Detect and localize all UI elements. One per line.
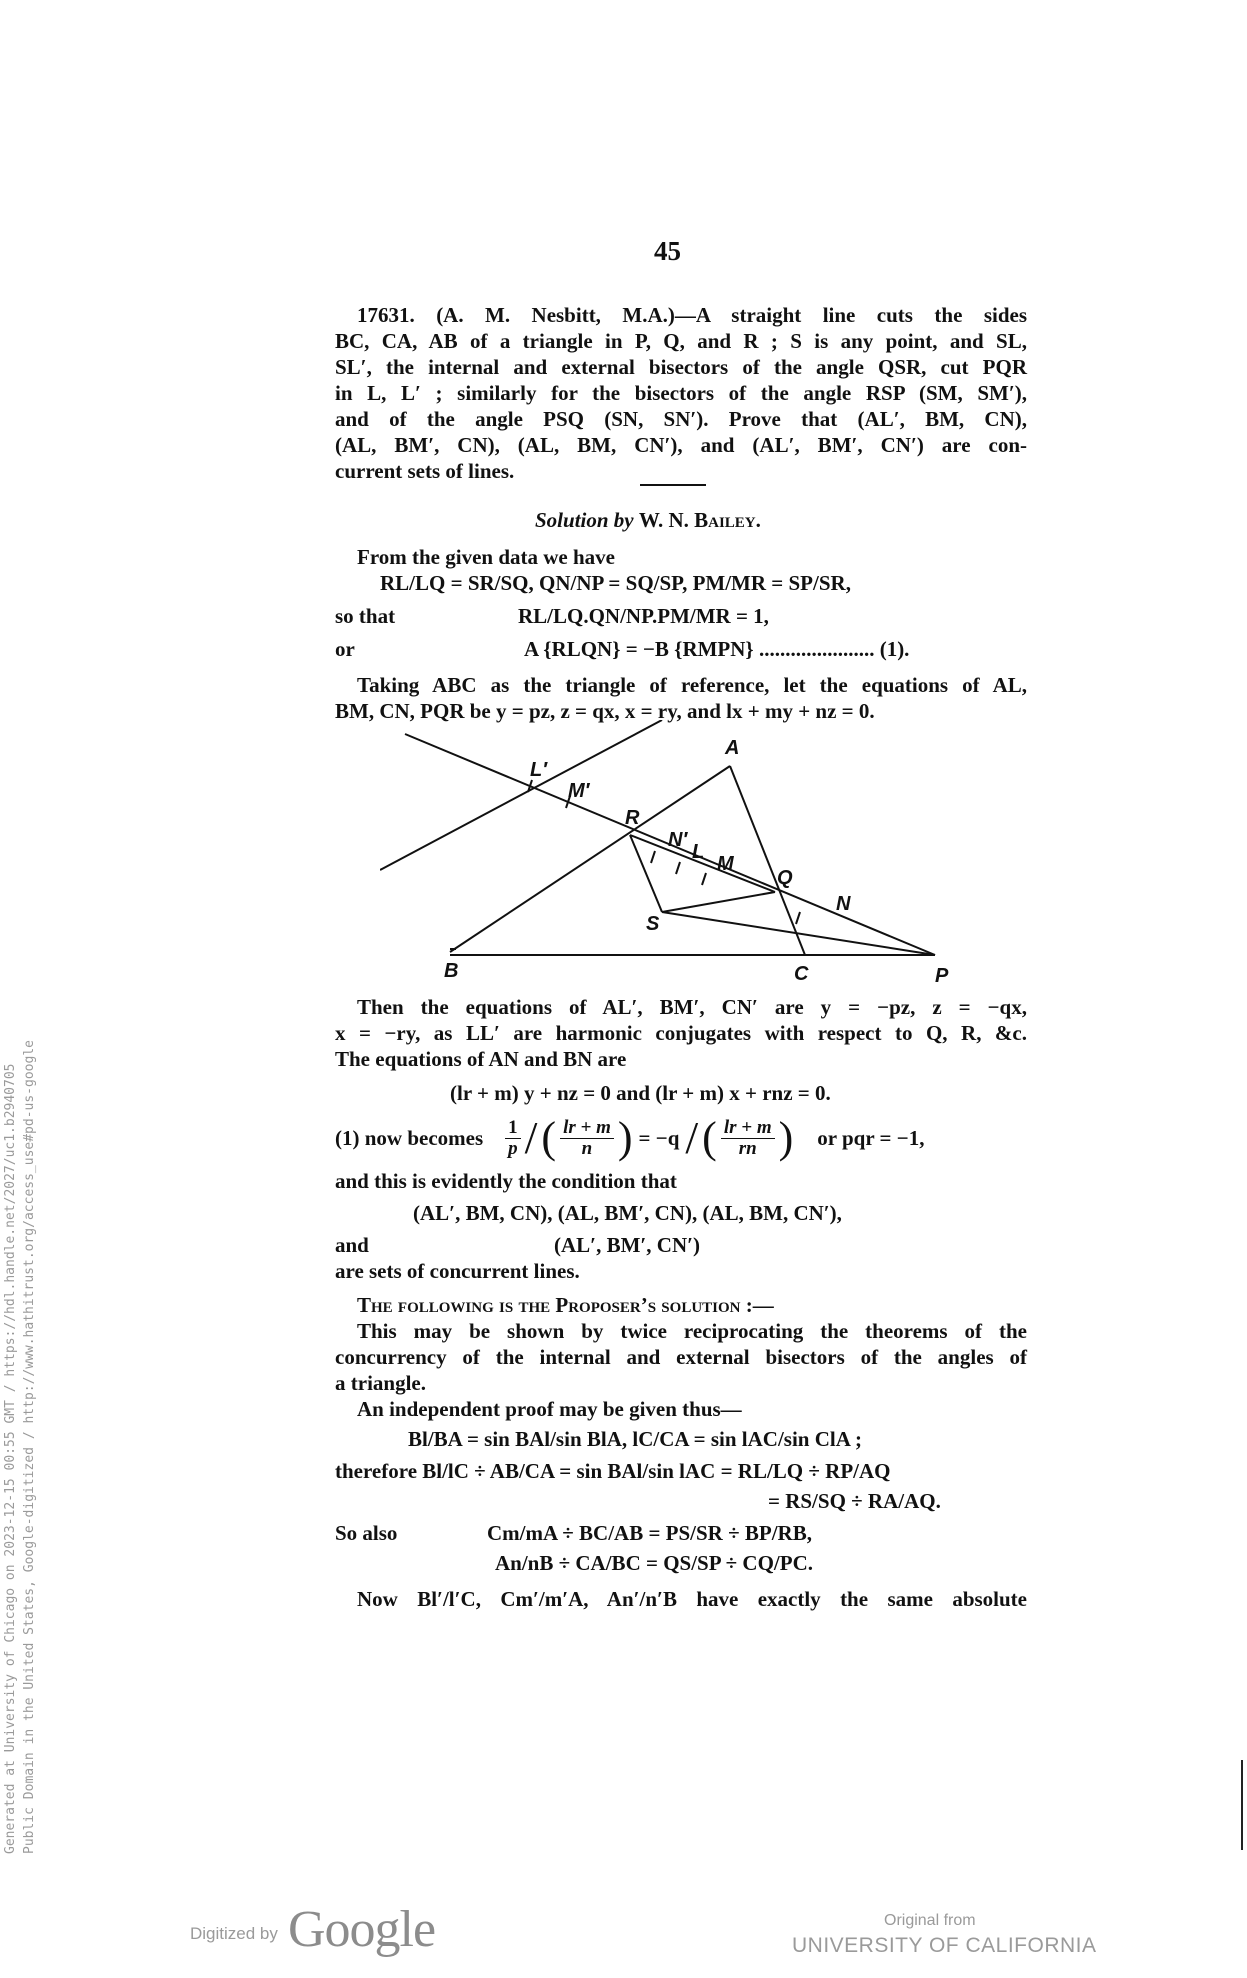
segment-sr [380, 720, 662, 870]
after-line-6: and this is evidently the condition that [335, 1169, 677, 1193]
label-s: S [646, 913, 660, 935]
fraction-1 [505, 1118, 521, 1159]
problem-text-1: (A. M. Nesbitt, M.A.)—A straight line cuts the sides [436, 303, 1028, 327]
body-line-4-right: A {RLQN} = −B {RMPN} ...................... (1). [524, 637, 910, 661]
proposer-line-1: The following is the Proposer’s solution :— [357, 1293, 774, 1317]
digitized-by-text: Digitized by [190, 1924, 278, 1943]
label-l: L [692, 841, 705, 863]
proposer-line-2: This may be shown by twice reciprocating the theorems of the [357, 1319, 1027, 1343]
solution-author: W. N. Bailey. [638, 508, 761, 532]
separator-rule [640, 484, 706, 486]
after-line-2: x = −ry, as LL′ are harmonic conjugates with respect to Q, R, &c. [335, 1021, 1027, 1045]
after-line-3: The equations of AN and BN are [335, 1047, 627, 1071]
university-text: UNIVERSITY OF CALIFORNIA [792, 1934, 1097, 1957]
problem-line-1 [357, 302, 1027, 328]
label-n: N [836, 893, 851, 915]
proposer-line-11: Now Bl′/l′C, Cm′/m′A, An′/n′B have exactly the same absolute [357, 1587, 1027, 1611]
tick-m [702, 873, 706, 885]
fraction-2-num: lr + m [560, 1118, 614, 1139]
problem-line-3: SL′, the internal and external bisectors of the angle QSR, cut PQR [335, 355, 1027, 379]
solution-heading [535, 507, 761, 533]
fraction-1-num: 1 [505, 1118, 521, 1139]
body-line-5: Taking ABC as the triangle of reference, let the equations of AL, [357, 673, 1027, 697]
after-line-5-left: (1) now becomes [335, 1126, 484, 1150]
triangle-figure [380, 720, 960, 990]
fraction-mid: = −q [638, 1126, 680, 1150]
proposer-line-9-right: Cm/mA ÷ BC/AB = PS/SR ÷ BP/RB, [487, 1521, 812, 1545]
label-q: Q [777, 867, 793, 889]
proposer-line-5: An independent proof may be given thus— [357, 1397, 742, 1421]
side-ab [450, 766, 730, 952]
label-m: M [717, 853, 734, 875]
tick-n [796, 912, 800, 924]
fraction-3-num: lr + m [721, 1118, 775, 1139]
problem-line-5: and of the angle PSQ (SN, SN′). Prove that (AL′, BM, CN), [335, 407, 1027, 431]
body-line-4-left: or [335, 637, 355, 661]
body-line-1: From the given data we have [357, 545, 615, 569]
fraction-2 [560, 1118, 614, 1159]
fraction-3 [721, 1118, 775, 1159]
proposer-line-10: An/nB ÷ CA/BC = QS/SP ÷ CQ/PC. [495, 1551, 813, 1575]
after-line-1: Then the equations of AL′, BM′, CN′ are y = −pz, z = −qx, [357, 995, 1027, 1019]
watermark-line-1: Generated at University of Chicago on 2023-12-15 00:55 GMT / https://hdl.handle.net/2027/uc1.b2940705 [3, 1063, 18, 1854]
problem-line-7: current sets of lines. [335, 459, 515, 483]
label-n-prime: N′ [668, 829, 688, 851]
proposer-line-4: a triangle. [335, 1371, 426, 1395]
page-number: 45 [654, 236, 681, 266]
label-b: B [444, 960, 459, 982]
problem-line-2: BC, CA, AB of a triangle in P, Q, and R ; S is any point, and SL, [335, 329, 1027, 353]
after-line-9: are sets of concurrent lines. [335, 1259, 580, 1283]
body-line-3-right: RL/LQ.QN/NP.PM/MR = 1, [518, 604, 769, 628]
fraction-1-den: p [508, 1137, 518, 1159]
body-line-3-left: so that [335, 604, 396, 628]
proposer-line-8: = RS/SQ ÷ RA/AQ. [768, 1489, 941, 1513]
fraction-3-den: rn [738, 1137, 757, 1159]
problem-line-4: in L, L′ ; similarly for the bisectors of the angle RSP (SM, SM′), [335, 381, 1027, 405]
hathitrust-watermark [1, 854, 39, 1854]
side-ac [730, 766, 805, 955]
after-line-7: (AL′, BM, CN), (AL, BM′, CN), (AL, BM, CN′), [413, 1201, 842, 1225]
body-line-6: BM, CN, PQR be y = pz, z = qx, x = ry, and lx + my + nz = 0. [335, 699, 875, 723]
segment-sq [662, 892, 775, 912]
google-logo: Google [288, 1901, 436, 1958]
proposer-line-7: therefore Bl/lC ÷ AB/CA = sin BAl/sin lAC = RL/LQ ÷ RP/AQ [335, 1459, 891, 1483]
after-line-4: (lr + m) y + nz = 0 and (lr + m) x + rnz = 0. [450, 1081, 831, 1105]
fraction-2-den: n [581, 1137, 593, 1159]
label-l-prime: L′ [530, 759, 548, 781]
proposer-line-9-left: So also [335, 1521, 398, 1545]
tick-l [676, 862, 680, 874]
after-line-8-left: and [335, 1233, 369, 1257]
solution-label: Solution by [535, 508, 634, 532]
tick-np [651, 851, 655, 863]
proposer-line-3: concurrency of the internal and external bisectors of the angles of [335, 1345, 1027, 1369]
problem-line-6: (AL, BM′, CN), (AL, BM, CN′), and (AL′, BM′, CN′) are con- [335, 433, 1027, 457]
label-p: P [935, 965, 949, 987]
label-r: R [625, 807, 640, 829]
after-line-8-right: (AL′, BM′, CN′) [554, 1233, 701, 1257]
label-m-prime: M′ [568, 780, 590, 802]
problem-number: 17631. [357, 303, 415, 327]
body-line-2: RL/LQ = SR/SQ, QN/NP = SQ/SP, PM/MR = SP/SR, [380, 571, 851, 595]
label-a: A [725, 737, 740, 759]
label-c: C [794, 963, 809, 985]
proposer-line-6: Bl/BA = sin BAl/sin BlA, lC/CA = sin lAC/sin ClA ; [408, 1427, 862, 1451]
original-from-text: Original from [884, 1912, 976, 1929]
page-edge-mark [1241, 1760, 1247, 1850]
after-line-5: (1) now becomes $\frac{1}{p}$ / ( $\frac{lr + m}{n}$ ) = −q / ( $\frac{lr + m}{rn}$ ) or pqr = −1, [335, 1112, 925, 1163]
watermark-line-2: Public Domain in the United States, Google-digitized / http://www.hathitrust.org/access_use#pd-us-google [22, 1040, 37, 1854]
after-line-5-right: or pqr = −1, [817, 1126, 925, 1150]
